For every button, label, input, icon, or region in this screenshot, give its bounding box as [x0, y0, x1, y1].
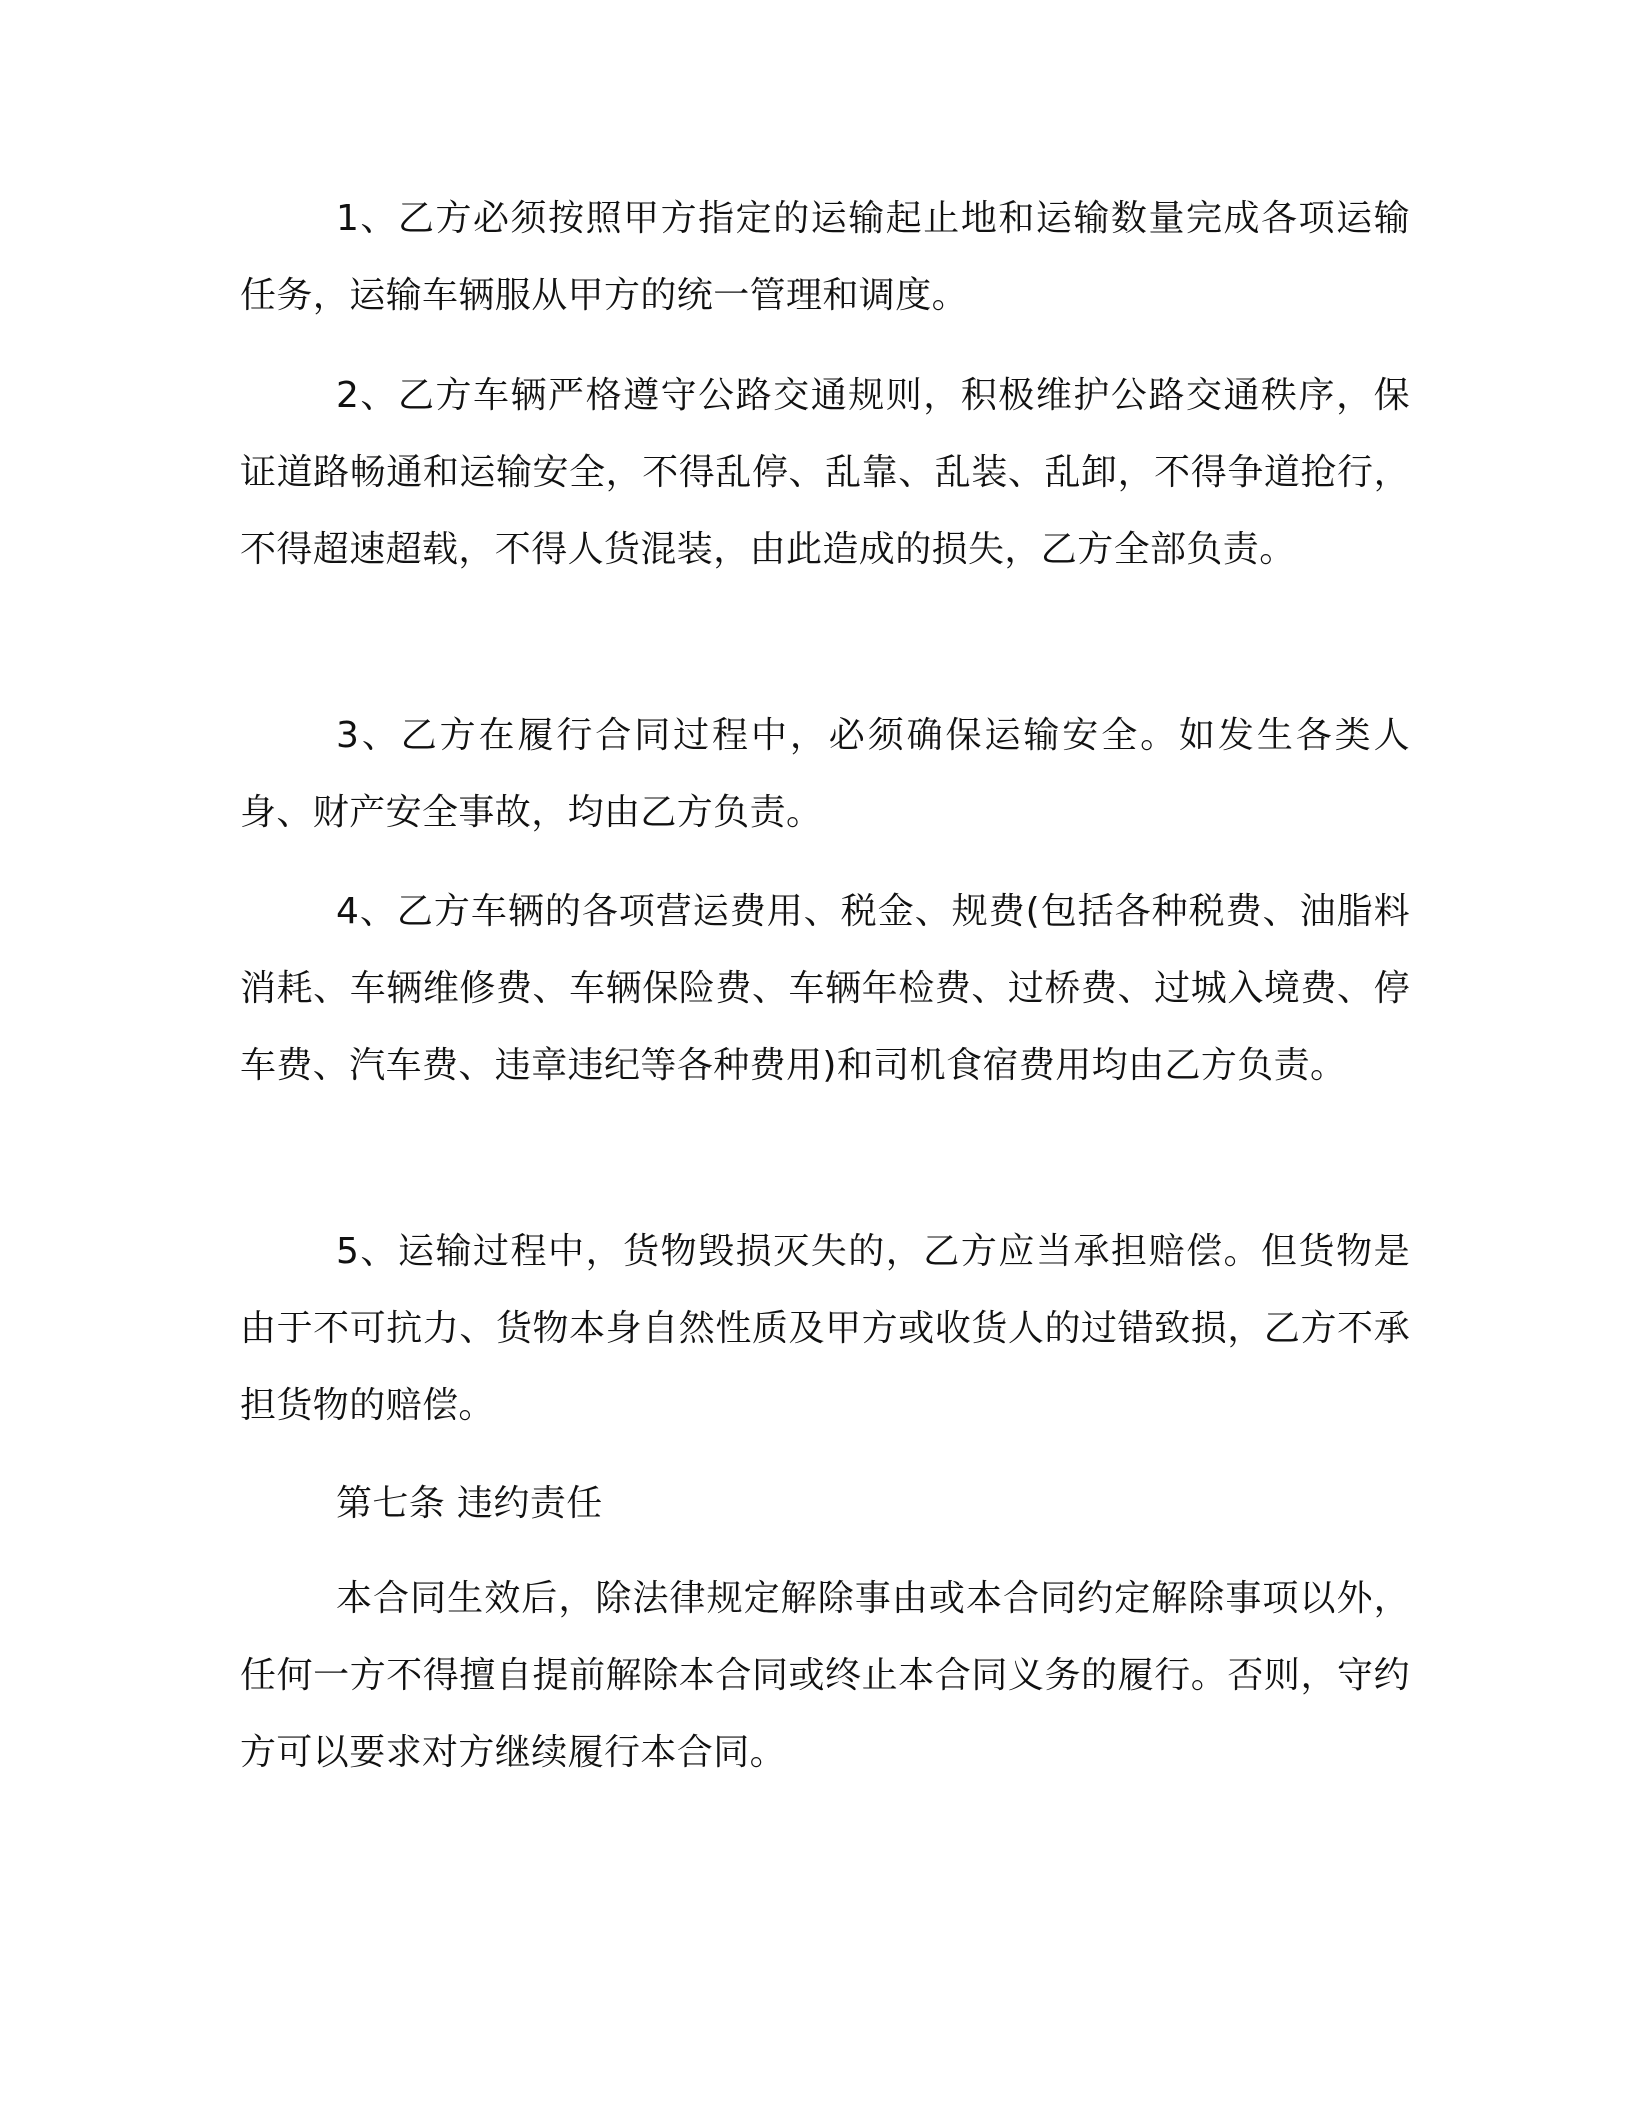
clause-paragraph-5: 5、运输过程中，货物毁损灭失的，乙方应当承担赔偿。但货物是由于不可抗力、货物本身自然性质及甲方或收货人的过错致损，乙方不承担货物的赔偿。	[240, 1231, 1410, 1426]
clause-paragraph-4: 4、乙方车辆的各项营运费用、税金、规费(包括各种税费、油脂料消耗、车辆维修费、车辆保险费、车辆年检费、过桥费、过城入境费、停车费、汽车费、违章违纪等各种费用)和司机食宿费用均由乙方负责。	[240, 891, 1410, 1086]
section-heading: 第七条 违约责任	[336, 1483, 603, 1524]
section-paragraph: 本合同生效后，除法律规定解除事由或本合同约定解除事项以外，任何一方不得擅自提前解除本合同或终止本合同义务的履行。否则，守约方可以要求对方继续履行本合同。	[240, 1578, 1410, 1773]
clause-paragraph-1: 1、乙方必须按照甲方指定的运输起止地和运输数量完成各项运输任务，运输车辆服从甲方的统一管理和调度。	[240, 198, 1410, 316]
clause-paragraph-2: 2、乙方车辆严格遵守公路交通规则，积极维护公路交通秩序，保证道路畅通和运输安全，不得乱停、乱靠、乱装、乱卸，不得争道抢行，不得超速超载，不得人货混装，由此造成的损失，乙方全部负责。	[240, 375, 1410, 570]
clause-paragraph-3: 3、乙方在履行合同过程中，必须确保运输安全。如发生各类人身、财产安全事故，均由乙方负责。	[240, 715, 1410, 833]
